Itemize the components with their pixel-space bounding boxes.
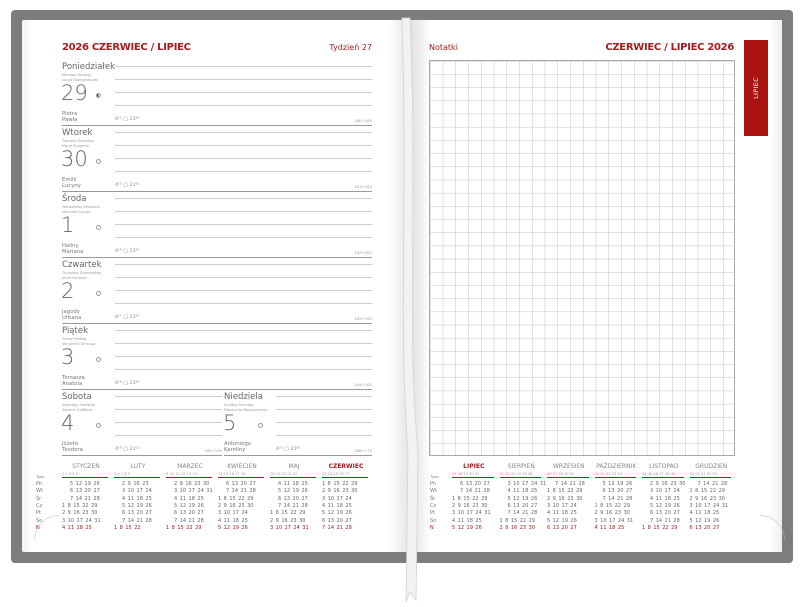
calendar-row: 7 14 21 28 — [507, 510, 538, 517]
week-numbers: 31 32 33 34 35 36 — [500, 472, 542, 478]
calendar-row: 3 10 17 24 31 — [174, 488, 213, 495]
day-name-translation: Samedi Суббота — [62, 407, 93, 412]
day-number: 30 — [61, 147, 88, 171]
writing-line — [115, 158, 372, 159]
calendar-row: 6 13 20 27 — [650, 510, 680, 517]
day-name-translation: Dimanche Воскресенье — [224, 407, 268, 412]
writing-line — [115, 66, 372, 67]
calendar-row: 4 11 18 25 — [547, 510, 577, 517]
calendar-row: 7 14 21 28 — [555, 481, 585, 487]
calendar-row: 6 13 20 27 — [226, 481, 256, 487]
calendar-row: 3 10 17 24 — [650, 488, 680, 495]
day-number: 1 — [61, 213, 75, 237]
name-day: Pawła — [62, 117, 78, 123]
day-name: Poniedziałek — [62, 62, 115, 72]
calendar-row: 7 14 21 28 — [226, 488, 256, 495]
calendar-row: 3 10 17 24 — [122, 488, 152, 495]
name-day: Józefa — [62, 441, 78, 447]
calendar-row: 3 10 17 24 31 — [507, 481, 547, 487]
week-numbers: 9 10 11 12 13 14 — [166, 472, 212, 478]
calendar-row: 6 13 20 27 — [122, 510, 152, 517]
writing-line — [115, 237, 372, 238]
month-tab[interactable] — [744, 40, 768, 136]
calendar-row: 4 11 18 25 — [507, 488, 538, 495]
calendar-row: 1 8 15 22 29 — [166, 524, 202, 531]
day-name: Czwartek — [62, 260, 102, 270]
name-day: Lucyny — [62, 183, 81, 189]
calendar-row: 1 8 15 22 29 — [218, 495, 254, 502]
month-name: WRZESIEŃ — [552, 463, 585, 470]
name-day: Mariana — [62, 249, 84, 255]
calendar-row: 1 8 15 22 29 — [594, 502, 630, 509]
writing-line — [115, 290, 372, 291]
calendar-row: 1 8 15 22 29 — [689, 488, 725, 495]
sunrise-sunset: 4¹⁸ ◯ 21⁰⁰ — [115, 381, 140, 386]
row-label: Śr — [36, 495, 42, 502]
writing-line — [115, 409, 222, 410]
writing-line — [115, 198, 372, 199]
calendar-row: 4 11 18 25 — [322, 502, 352, 509]
sunrise-sunset: 4¹⁵ ◯ 21⁰⁰ — [115, 183, 140, 188]
moon-phase-icon — [96, 291, 101, 296]
day-block[interactable] — [62, 60, 372, 126]
day-name-translation: Vendredi Пятница — [62, 341, 96, 346]
name-day: Piotra — [62, 111, 78, 117]
writing-line — [115, 92, 372, 93]
week-numbers: 27 28 29 30 31 — [452, 472, 494, 478]
calendar-row: 5 12 19 26 — [322, 510, 352, 517]
left-page-title: 2026 CZERWIEC / LIPIEC — [62, 42, 191, 53]
calendar-row: 5 12 19 26 — [278, 488, 308, 495]
calendar-row: 4 11 18 25 — [689, 510, 720, 517]
writing-line — [115, 277, 372, 278]
writing-line — [115, 79, 372, 80]
calendar-row: 2 9 16 23 30 — [650, 481, 686, 487]
calendar-row: 3 10 17 24 31 — [62, 517, 101, 524]
calendar-row: 7 14 21 28 — [70, 495, 100, 502]
calendar-row: 4 11 18 25 — [62, 524, 92, 531]
month-name: LISTOPAD — [649, 463, 679, 470]
calendar-row: 5 12 19 26 — [689, 517, 720, 524]
writing-line — [115, 330, 372, 331]
calendar-row: 7 14 21 28 — [650, 517, 680, 524]
day-separator — [62, 455, 222, 456]
calendar-row: 7 14 21 28 — [122, 517, 152, 524]
calendar-row: 2 9 16 23 30 — [174, 481, 210, 487]
day-block[interactable] — [62, 126, 372, 192]
day-name-translation: Jeudi Четверг — [62, 275, 88, 280]
day-of-year-count: 183+182 — [354, 316, 372, 321]
calendar-row: 6 13 20 27 — [174, 510, 204, 517]
week-numbers: 36 37 38 39 40 — [547, 472, 589, 478]
row-label: Cz — [430, 502, 437, 509]
calendar-row: 2 9 16 23 30 — [547, 495, 583, 502]
writing-line — [115, 303, 372, 304]
month-tab-label: LIPIEC — [752, 77, 760, 99]
row-label: N — [430, 524, 434, 531]
calendar-row: 2 9 16 23 30 — [270, 517, 306, 524]
day-name-translation: Thursday Donnerstag — [62, 271, 101, 275]
row-label: Wt — [430, 488, 437, 495]
calendar-row: 5 12 19 26 — [218, 524, 248, 531]
row-label: So — [430, 517, 437, 524]
calendar-row: 1 8 15 22 29 — [547, 488, 583, 495]
row-label: Cz — [36, 502, 43, 509]
moon-phase-half-icon — [96, 93, 101, 98]
calendar-row: 5 12 19 26 — [547, 517, 577, 524]
day-of-year-count: 186+179 — [354, 448, 372, 453]
row-label: Tydz. — [430, 474, 440, 479]
calendar-row: 6 13 20 27 — [460, 481, 490, 487]
day-name: Piątek — [62, 326, 88, 336]
sunrise-sunset: 4¹⁵ ◯ 21⁰⁰ — [115, 117, 140, 122]
name-day: Haliny — [62, 243, 79, 249]
calendar-row: 2 9 16 23 30 — [322, 488, 358, 495]
calendar-row: 6 13 20 27 — [507, 502, 538, 509]
calendar-row: 1 8 15 22 29 — [452, 495, 488, 502]
calendar-row: 4 11 18 25 — [174, 495, 204, 502]
sunrise-sunset: 4¹⁶ ◯ 21⁰⁰ — [115, 249, 140, 254]
moon-phase-icon — [96, 423, 101, 428]
calendar-row: 4 11 18 25 — [278, 481, 308, 487]
calendar-row: 1 8 15 22 29 — [270, 510, 306, 517]
day-name: Środa — [62, 194, 87, 204]
calendar-row: 4 11 18 25 — [122, 495, 152, 502]
writing-line — [276, 409, 372, 410]
day-name-translation: Saturday Samstag — [62, 403, 96, 407]
row-label: Wt — [36, 488, 43, 495]
writing-line — [115, 435, 222, 436]
day-of-year-count: 185+180 — [204, 448, 222, 453]
calendar-row: 5 12 19 26 — [122, 502, 152, 509]
week-number: Tydzień 27 — [329, 43, 372, 52]
calendar-row: 4 11 18 25 — [650, 495, 680, 502]
calendar-row: 1 8 15 22 29 — [62, 502, 98, 509]
day-of-year-count: 182+183 — [354, 250, 372, 255]
calendar-row: 1 8 15 22 29 — [499, 517, 535, 524]
day-number: 3 — [61, 345, 75, 369]
day-block[interactable] — [62, 258, 372, 324]
month-name: PAŹDZIERNIK — [596, 463, 637, 470]
month-name: CZERWIEC — [328, 463, 364, 470]
calendar-row: 5 12 19 26 — [602, 481, 633, 487]
calendar-row: 2 9 16 23 — [122, 481, 149, 487]
writing-line — [276, 435, 372, 436]
row-label: Pn — [36, 481, 43, 487]
calendar-row: 5 12 19 26 — [70, 481, 100, 487]
day-of-year-count: 181+184 — [354, 184, 372, 189]
calendar-row: 2 9 16 23 30 — [499, 524, 535, 531]
calendar-row: 7 14 21 28 — [278, 502, 308, 509]
calendar-row: 5 12 19 26 — [507, 495, 538, 502]
week-numbers: 18 19 20 21 22 — [270, 472, 316, 478]
month-name: GRUDZIEŃ — [695, 463, 728, 470]
calendar-row: 7 14 21 28 — [602, 495, 633, 502]
day-block[interactable] — [62, 192, 372, 258]
writing-line — [115, 145, 372, 146]
writing-line — [115, 356, 372, 357]
writing-line — [115, 171, 372, 172]
writing-line — [115, 211, 372, 212]
name-day: Anatola — [62, 381, 83, 387]
day-name-translation: Sunday Sonntag — [224, 403, 254, 407]
writing-line — [115, 369, 372, 370]
row-label: Tydz. — [36, 474, 46, 479]
name-day: Karoliny — [224, 447, 246, 453]
row-label: Śr — [430, 495, 436, 502]
calendar-row: 6 13 20 27 — [70, 488, 100, 495]
month-name: SIERPIEŃ — [507, 463, 535, 470]
calendar-row: 7 14 21 28 — [174, 517, 204, 524]
day-number: 5 — [223, 411, 237, 435]
day-name: Niedziela — [224, 392, 263, 402]
name-day: Urbana — [62, 315, 82, 321]
week-numbers: 1 2 3 4 5 — [62, 472, 108, 478]
writing-line — [115, 105, 372, 106]
writing-line — [115, 224, 372, 225]
day-name-translation: Mercredi Среда — [62, 209, 91, 214]
calendar-row: 6 13 20 27 — [602, 488, 633, 495]
writing-line — [115, 422, 222, 423]
calendar-row: 2 9 16 23 30 — [689, 495, 725, 502]
moon-phase-icon — [96, 159, 101, 164]
calendar-row: 5 12 19 26 — [174, 502, 204, 509]
sunrise-sunset: 4¹⁹ ◯ 21⁰¹ — [115, 447, 140, 452]
row-label: Pt — [430, 510, 435, 517]
writing-line — [276, 396, 372, 397]
day-name-translation: Monday Montag — [62, 73, 91, 77]
moon-phase-icon — [96, 225, 101, 230]
calendar-row: 5 12 19 26 — [650, 502, 680, 509]
calendar-row: 1 8 15 22 — [114, 524, 141, 531]
week-numbers: 5 6 7 8 9 — [114, 472, 160, 478]
month-name: KWIECIEŃ — [227, 463, 257, 470]
calendar-row: 3 10 17 24 — [218, 510, 248, 517]
month-name: MAJ — [288, 463, 300, 470]
day-block[interactable] — [62, 390, 222, 456]
calendar-row: 2 9 16 23 30 — [218, 502, 254, 509]
day-number: 4 — [61, 411, 75, 435]
calendar-row: 4 11 18 25 — [594, 524, 625, 531]
row-label: Pt — [36, 510, 41, 517]
name-day: Jagody — [62, 309, 80, 315]
calendar-row: 1 8 15 22 29 — [322, 481, 358, 487]
calendar-row: 3 10 17 24 — [322, 495, 352, 502]
ribbon-bookmark[interactable] — [396, 14, 426, 606]
row-label: So — [36, 517, 43, 524]
day-number: 2 — [61, 279, 75, 303]
calendar-row: 7 14 21 28 — [460, 488, 490, 495]
day-block[interactable] — [62, 324, 372, 390]
day-name-translation: Mardi Вторник — [62, 143, 90, 148]
moon-phase-icon — [258, 423, 263, 428]
calendar-row: 4 11 18 25 — [218, 517, 248, 524]
calendar-row: 2 9 16 23 30 — [594, 510, 630, 517]
day-of-year-count: 184+181 — [354, 382, 372, 387]
calendar-row: 1 8 15 22 29 — [642, 524, 678, 531]
right-page-title: CZERWIEC / LIPIEC 2026 — [605, 42, 734, 53]
week-numbers: 14 15 16 17 18 — [218, 472, 264, 478]
week-numbers: 49 50 51 52 53 — [690, 472, 732, 478]
day-name-translation: Wednesday Mittwoch — [62, 205, 101, 209]
month-name: STYCZEŃ — [72, 463, 100, 470]
calendar-row: 7 14 21 28 — [322, 524, 352, 531]
row-label: N — [36, 524, 40, 531]
calendar-row: 3 10 17 24 31 — [270, 524, 309, 531]
name-day: Tomasza — [62, 375, 85, 381]
calendar-row: 2 9 16 23 30 — [452, 502, 488, 509]
writing-line — [115, 264, 372, 265]
calendar-row: 6 13 20 27 — [547, 524, 577, 531]
moon-phase-icon — [96, 357, 101, 362]
writing-line — [276, 422, 372, 423]
row-label: Pn — [430, 481, 437, 487]
sunrise-sunset: 4¹⁷ ◯ 21⁰⁰ — [115, 315, 140, 320]
day-name: Wtorek — [62, 128, 93, 138]
sunrise-sunset: 4²⁰ ◯ 21⁰⁰ — [276, 447, 301, 452]
calendar-row: 3 10 17 24 — [547, 502, 577, 509]
calendar-row: 3 10 17 24 31 — [594, 517, 634, 524]
calendar-row: 6 13 20 27 — [278, 495, 308, 502]
name-day: Antoniego — [224, 441, 251, 447]
calendar-row: 4 11 18 25 — [452, 517, 482, 524]
notes-label: Notatki — [429, 43, 458, 52]
writing-line — [115, 343, 372, 344]
calendar-row: 2 9 16 23 30 — [62, 510, 98, 517]
calendar-row: 7 14 21 28 — [697, 481, 728, 487]
name-day: Emilii — [62, 177, 77, 183]
calendar-row: 3 10 17 24 31 — [689, 502, 729, 509]
week-numbers: 44 45 46 47 48 49 — [642, 472, 684, 478]
day-name-translation: Lundi Понедельник — [62, 77, 99, 82]
day-of-year-count: 180+185 — [354, 118, 372, 123]
calendar-row: 6 13 20 27 — [689, 524, 720, 531]
day-separator — [224, 455, 372, 456]
day-name: Sobota — [62, 392, 92, 402]
calendar-row: 6 13 20 27 — [322, 517, 352, 524]
writing-line — [115, 132, 372, 133]
month-name: MARZEC — [177, 463, 203, 470]
day-name-translation: Tuesday Dienstag — [62, 139, 94, 143]
notes-grid[interactable] — [429, 60, 735, 456]
day-block[interactable] — [224, 390, 372, 456]
day-number: 29 — [61, 81, 88, 105]
month-name: LUTY — [130, 463, 146, 470]
name-day: Teodora — [62, 447, 83, 453]
writing-line — [115, 396, 222, 397]
day-name-translation: Friday Freitag — [62, 337, 87, 341]
month-name: LIPIEC — [463, 463, 485, 470]
week-numbers: 40 41 42 43 44 — [595, 472, 637, 478]
week-numbers: 23 24 25 26 27 — [322, 472, 368, 478]
calendar-row: 3 10 17 24 31 — [452, 510, 491, 517]
calendar-row: 5 12 19 26 — [452, 524, 482, 531]
